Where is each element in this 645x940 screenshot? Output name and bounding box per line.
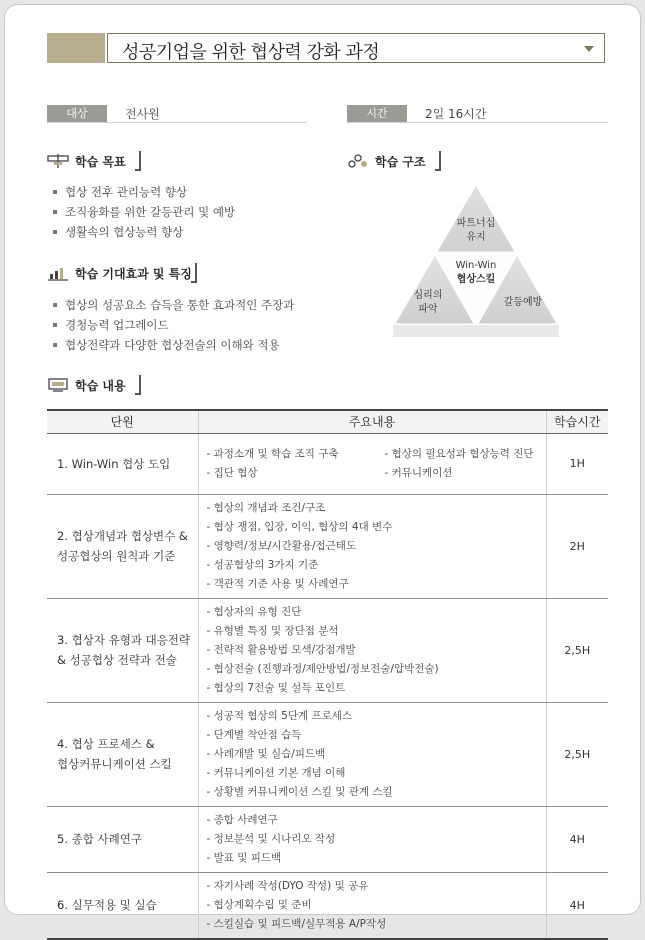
pyramid-top-label: 파트너십 유지 xyxy=(456,218,496,243)
table-row xyxy=(47,702,608,806)
time-cell: 4H xyxy=(546,806,608,872)
table-row xyxy=(47,598,608,702)
contents-title: 학습 내용 xyxy=(75,379,126,393)
page-title: 성공기업을 위한 협상력 강화 과정 xyxy=(122,42,380,63)
list-item: 협상전략과 다양한 협상전술의 이해와 적용 xyxy=(51,335,294,355)
structure-title: 학습 구조 xyxy=(375,155,426,169)
time-value: 2일 16시간 xyxy=(425,107,487,121)
pyramid-center-label: Win-Win 협상스킬 xyxy=(455,260,497,285)
bar-chart-icon xyxy=(47,265,69,281)
unit-cell: 6. 실무적용 및 실습 xyxy=(47,872,198,939)
network-icon xyxy=(347,153,369,169)
heading-bracket xyxy=(435,151,441,171)
goals-heading xyxy=(47,151,141,171)
column-header-time: 학습시간 xyxy=(546,410,608,433)
heading-bracket xyxy=(135,151,141,171)
effects-list xyxy=(51,295,294,355)
content-cell: - 종합 사례연구 - 정보분석 및 시나리오 작성 - 발표 및 피드백 xyxy=(198,806,546,872)
monitor-icon xyxy=(47,377,69,393)
title-dropdown[interactable] xyxy=(107,33,605,63)
time-cell: 2H xyxy=(546,494,608,598)
table-row xyxy=(47,433,608,494)
list-item xyxy=(51,315,294,335)
effects-title: 학습 기대효과 및 특징 xyxy=(75,267,192,281)
signpost-icon xyxy=(47,153,69,169)
time-cell: 2,5H xyxy=(546,598,608,702)
time-underline xyxy=(347,122,608,123)
goals-list xyxy=(51,182,235,242)
course-contents-table xyxy=(47,409,608,940)
list-item: 조직융화를 위한 갈등관리 및 예방 xyxy=(51,202,235,222)
pyramid-left-label: 심리의 파악 xyxy=(413,290,443,315)
list-item: 협상의 성공요소 습득을 통한 효과적인 주장과 xyxy=(51,295,294,315)
target-value: 전사원 xyxy=(125,107,160,121)
table-row xyxy=(47,494,608,598)
title-decoration xyxy=(47,33,105,63)
column-header-content: 주요내용 xyxy=(198,410,546,433)
time-label: 시간 xyxy=(347,105,407,122)
target-label: 대상 xyxy=(47,105,107,122)
heading-bracket xyxy=(191,263,197,283)
list-item-continuation: 경청능력 업그레이드 xyxy=(65,318,169,332)
pyramid-base xyxy=(393,325,559,337)
effects-heading xyxy=(47,263,197,283)
unit-cell: 3. 협상자 유형과 대응전략 & 성공협상 전략과 전술 xyxy=(47,598,198,702)
heading-bracket xyxy=(135,375,141,395)
list-item: 협상 전후 관리능력 향상 xyxy=(51,182,235,202)
table-row xyxy=(47,872,608,939)
time-cell: 4H xyxy=(546,872,608,939)
structure-heading xyxy=(347,151,441,171)
goals-title: 학습 목표 xyxy=(75,155,126,169)
table-row xyxy=(47,806,608,872)
contents-heading xyxy=(47,375,141,395)
column-header-unit: 단원 xyxy=(47,410,198,433)
content-cell: - 성공적 협상의 5단계 프로세스 - 단계별 착안점 습득 - 사례개발 및 실습/피드백 - 커뮤니케이션 기본 개념 이해 - 상황별 커뮤니케이션 스킬 및 관계 스킬 xyxy=(198,702,546,806)
course-card xyxy=(4,4,641,930)
time-cell: 1H xyxy=(546,433,608,494)
unit-cell: 4. 협상 프로세스 & 협상커뮤니케이션 스킬 xyxy=(47,702,198,806)
unit-cell: 5. 종합 사례연구 xyxy=(47,806,198,872)
pyramid-right-label: 갈등예방 xyxy=(503,297,543,308)
target-underline xyxy=(47,122,306,123)
unit-cell: 1. Win-Win 협상 도입 xyxy=(47,433,198,494)
table-header-row xyxy=(47,410,608,433)
content-cell: - 자기사례 작성(DYO 작성) 및 공유 - 협상계획수립 및 준비 - 스킬실습 및 피드백/실무적용 A/P작성 xyxy=(198,872,546,939)
content-cell: - 협상의 개념과 조건/구조 - 협상 쟁점, 입장, 이익, 협상의 4대 변수 - 영향력/정보/시간활용/접근태도 - 성공협상의 3가지 기준 - 객관적 기준 사용 및 사례연구 xyxy=(198,494,546,598)
learning-structure-pyramid xyxy=(393,181,559,341)
list-item: 생활속의 협상능력 향상 xyxy=(51,222,235,242)
time-cell: 2,5H xyxy=(546,702,608,806)
content-cell: - 협상자의 유형 진단 - 유형별 특징 및 장단점 분석 - 전략적 활용방법 모색/강점개발 - 협상전술 (진행과정/제안방법/정보전술/압박전술) - 협상의 7전술 및 설득 포인트 xyxy=(198,598,546,702)
unit-cell: 2. 협상개념과 협상변수 & 성공협상의 원칙과 기준 xyxy=(47,494,198,598)
chevron-down-icon[interactable] xyxy=(584,46,594,52)
content-cell: - 과정소개 및 학습 조직 구축 - 협상의 필요성과 협상능력 진단 - 집단 협상 - 커뮤니케이션 xyxy=(198,433,546,494)
